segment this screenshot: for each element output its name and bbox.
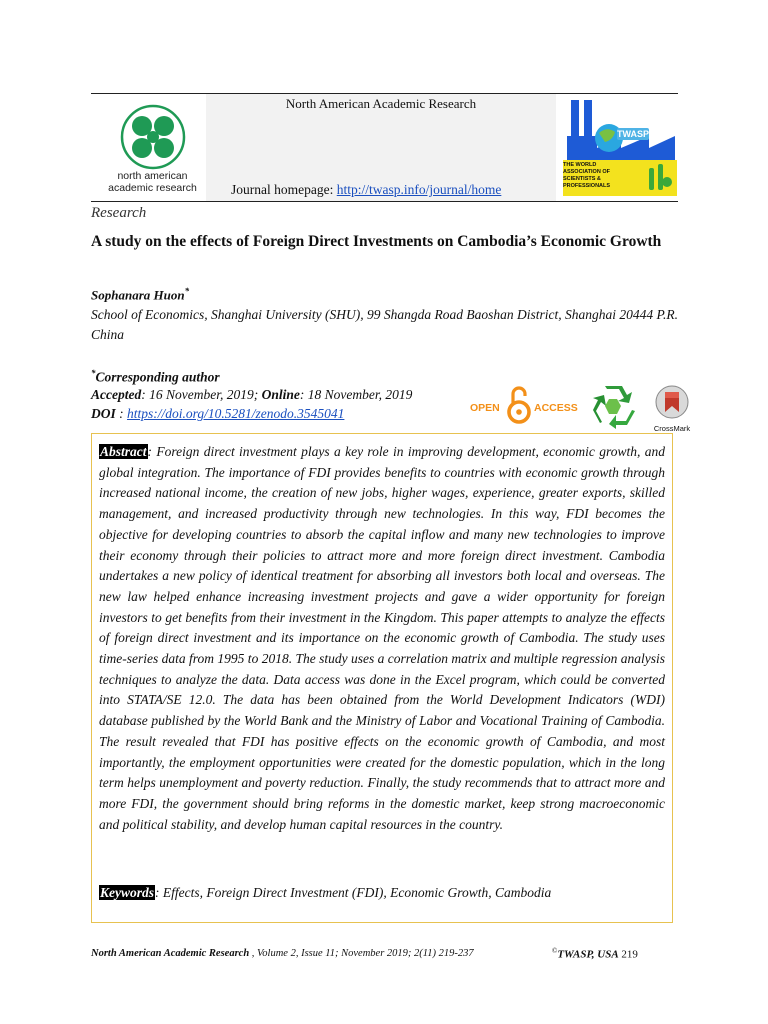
header-center <box>206 94 556 201</box>
homepage-label: Journal homepage: <box>231 182 337 197</box>
twasp-line-3: SCIENTISTS & <box>563 176 601 182</box>
footer-publisher <box>552 947 638 961</box>
footer-journal: North American Academic Research <box>91 948 250 959</box>
author-name <box>91 286 189 303</box>
article-dates <box>91 387 412 403</box>
naar-logo <box>105 104 200 196</box>
naar-logo-line-1: north american <box>117 170 188 182</box>
online-date: : 18 November, 2019 <box>299 387 413 402</box>
author-mark: * <box>184 286 190 296</box>
open-lock-icon <box>506 385 532 425</box>
recycle-icon <box>591 383 637 429</box>
twasp-line-4: PROFESSIONALS <box>563 183 611 189</box>
homepage-link[interactable]: http://twasp.info/journal/home <box>336 182 502 197</box>
keywords-label: Keywords <box>100 885 154 900</box>
open-access-right: ACCESS <box>534 402 578 414</box>
doi-link[interactable]: https://doi.org/10.5281/zenodo.3545041 <box>127 406 345 421</box>
crossmark-icon <box>654 384 690 420</box>
twasp-line-2: ASSOCIATION OF <box>563 169 610 175</box>
open-access-left: OPEN <box>470 402 500 414</box>
journal-name: North American Academic Research <box>285 96 477 111</box>
twasp-line-1: THE WORLD <box>563 162 597 168</box>
author-text: Sophanara Huon <box>91 287 185 303</box>
abstract-box <box>91 433 673 923</box>
keywords-list: : Effects, Foreign Direct Investment (FDI), Economic Growth, Cambodia <box>155 885 552 900</box>
twasp-name <box>563 162 633 190</box>
keywords <box>99 885 665 901</box>
abstract-text <box>99 442 665 835</box>
footer-publisher-name: TWASP, USA <box>557 948 619 961</box>
abstract-body: : Foreign direct investment plays a key role in improving development, economic growth, and global integration. The importance of FDI provides benefits to countries with economic growth through increased national income, the creation of new jobs, higher wages, experience, greater exports, skilled management, and increased productivity through new technologies. In this way, FDI becomes the objective for developing countries to absorb the capital inflow and many new technologies to improve their economy through their policies to attract more and more foreign direct investment. Cambodia undertakes a new policy of identical treatment for absorbing all investors both local and overseas. The new law helped enhance increasing investment projects and gave a wider opportunity for foreign investors to get benefits from their investment in the Kingdom. This paper attempts to analyze the effects of foreign direct investment and its importance on the economic growth of Cambodia. The study uses time-series data from 1995 to 2018. The study uses a correlation matrix and multiple regression analysis techniques to analyze the data. Data access was done in the Excel program, which could be converted into STATA/SE 12.0. The data has been obtained from the World Development Indicators (WDI) database published by the World Bank and the Ministry of Labor and Vocational Training of Cambodia. The result revealed that FDI has positive effects on the economic growth of Cambodia, and most importantly, the employment opportunities were created for the domestic population, which in the long term helps unemployment and poverty reduction. Finally, the study recommends that to attract more and more FDI, the government should bring reforms in the domestic market, keep strong macroeconomic and political stability, and develop human capital resources in the country. <box>99 444 665 832</box>
open-access-badge[interactable] <box>470 385 582 425</box>
journal-header <box>91 93 678 202</box>
doi-label: DOI <box>91 406 116 421</box>
footer-citation-text: , Volume 2, Issue 11; November 2019; 2(11) 219-237 <box>249 948 474 959</box>
article-title: A study on the effects of Foreign Direct Investments on Cambodia’s Economic Growth <box>91 233 662 250</box>
corresponding-author <box>91 368 220 386</box>
copyright-mark: © <box>552 947 558 955</box>
recycle-badge <box>591 383 637 429</box>
corresponding-label: Corresponding author <box>95 369 220 385</box>
page-number: 219 <box>618 948 638 961</box>
clover-logo-icon <box>117 104 189 170</box>
naar-logo-line-2: academic research <box>108 182 197 194</box>
accepted-date: : 16 November, 2019; <box>141 387 262 402</box>
accepted-label: Accepted <box>91 387 142 402</box>
article-doi <box>91 406 344 422</box>
doi-sep: : <box>115 406 128 421</box>
author-affiliation: School of Economics, Shanghai University (SHU), 99 Shangda Road Baoshan District, Shanghai 20444 P.R. China <box>91 307 678 342</box>
section-label: Research <box>91 205 147 221</box>
online-label: Online <box>261 387 300 402</box>
crossmark-badge[interactable] <box>650 384 694 433</box>
abstract-label: Abstract <box>100 444 147 459</box>
footer-citation <box>91 948 474 959</box>
twasp-logo <box>563 98 678 198</box>
corresponding-mark: * <box>91 368 96 378</box>
twasp-badge-text: TWASP <box>616 129 650 139</box>
journal-homepage <box>231 182 501 198</box>
crossmark-label: CrossMark <box>653 424 691 433</box>
